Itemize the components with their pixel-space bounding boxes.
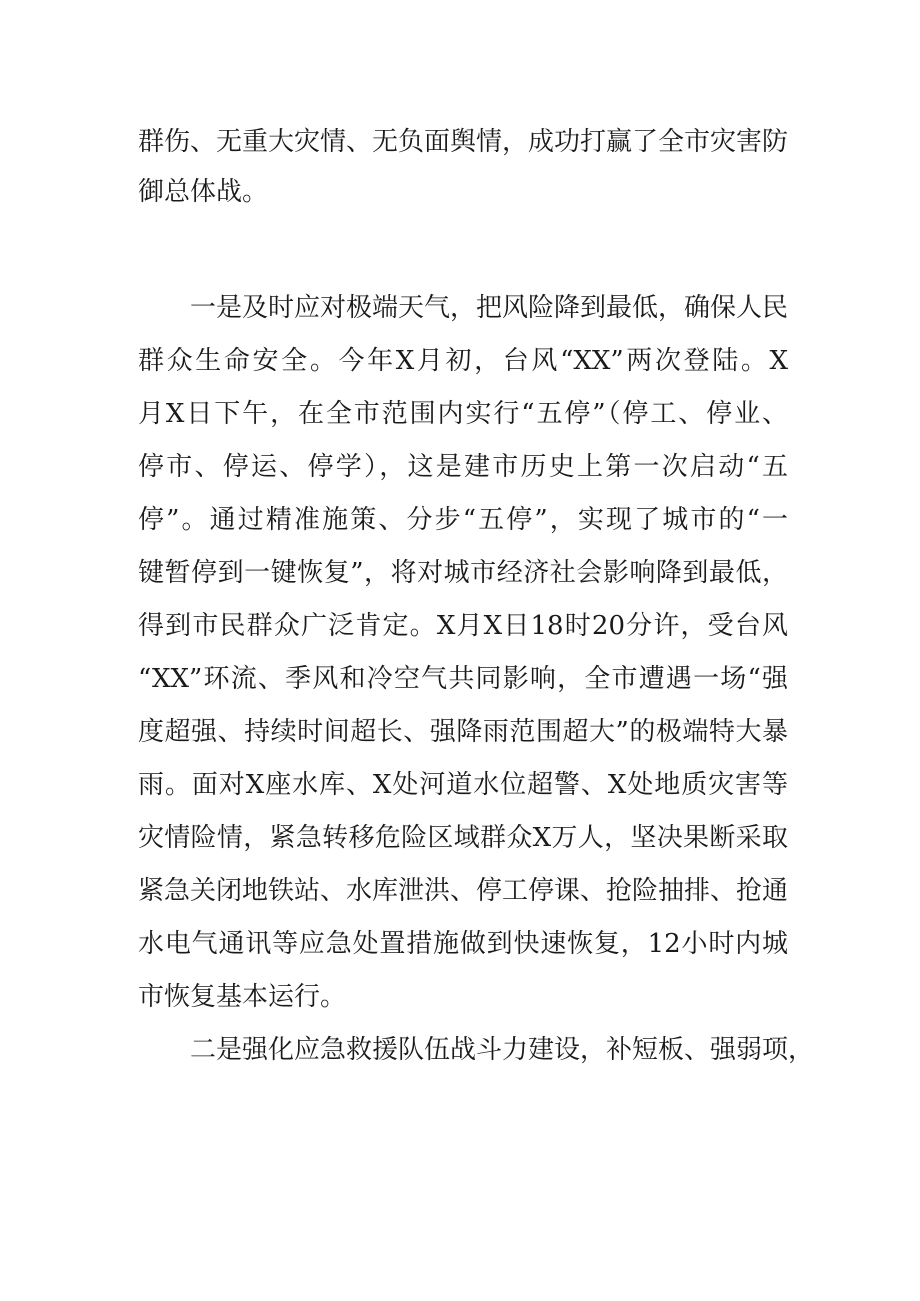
text-line: 灾情险情，紧急转移危险区域群众X万人，坚决果断采取 [138,823,788,853]
text-line: 键暂停到一键恢复”，将对城市经济社会影响降到最低， [138,558,788,588]
text-line: 群伤、无重大灾情、无负面舆情，成功打赢了全市灾害防 [138,127,789,157]
text-line: 月X日下午，在全市范围内实行“五停”（停工、停业、 [138,399,788,429]
text-line: 停市、停运、停学），这是建市历史上第一次启动“五 [138,452,788,482]
text-line: 市恢复基本运行。 [138,982,347,1012]
text-line: 得到市民群众广泛肯定。X月X日18时20分许，受台风 [138,611,788,641]
text-line: 停”。通过精准施策、分步“五停”，实现了城市的“一 [138,505,788,535]
paragraph-start-line: 一是及时应对极端天气，把风险降到最低，确保人民 [190,293,789,323]
text-line: 御总体战。 [138,177,269,207]
text-line: 群众生命安全。今年X月初，台风“XX”两次登陆。X [138,346,788,376]
text-line: “XX”环流、季风和冷空气共同影响，全市遭遇一场“强 [138,664,788,694]
text-line: 雨。面对X座水库、X处河道水位超警、X处地质灾害等 [138,770,788,800]
text-line: 紧急关闭地铁站、水库泄洪、停工停课、抢险抽排、抢通 [138,876,789,906]
text-line: 度超强、持续时间超长、强降雨范围超大”的极端特大暴 [138,717,788,747]
paragraph-start-line: 二是强化应急救援队伍战斗力建设，补短板、强弱项， [190,1035,815,1065]
text-line: 水电气通讯等应急处置措施做到快速恢复，12小时内城 [138,929,788,959]
